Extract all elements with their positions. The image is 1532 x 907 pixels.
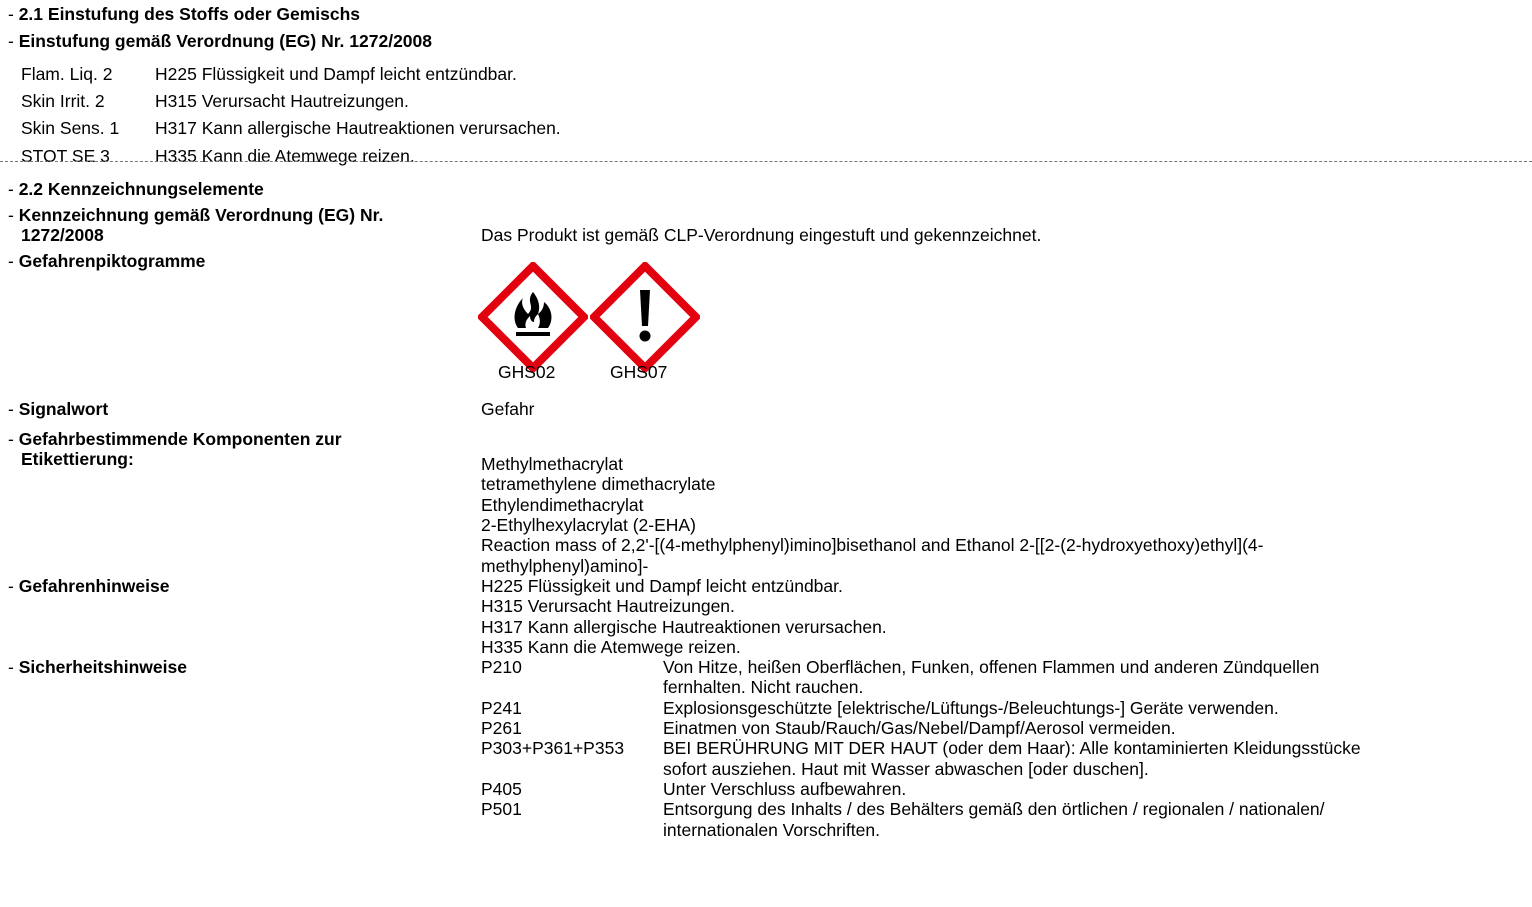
hazard-label: Gefahrenhinweise [18,576,170,596]
precaution-code: P241 [481,698,522,718]
signal-value: Gefahr [481,399,535,419]
class-code: Skin Irrit. 2 [21,91,105,111]
hazard-label-row: - Gefahrenhinweise [8,576,170,596]
class-statement: H317 Kann allergische Hautreaktionen verursachen. [155,118,561,138]
signal-label: Signalwort [18,399,109,419]
pictogram-code: GHS07 [610,362,668,382]
component-item: Reaction mass of 2,2'-[(4-methylphenyl)imino]bisethanol and Ethanol 2-[[2-(2-hydroxyethoxy)ethyl](4- [481,535,1264,555]
labeling-label-line1: Kennzeichnung gemäß Verordnung (EG) Nr. [18,205,384,225]
class-statement: H225 Flüssigkeit und Dampf leicht entzündbar. [155,64,517,84]
labeling-label-line2: 1272/2008 [21,225,104,245]
flame-icon [478,262,588,372]
hazard-statement: H317 Kann allergische Hautreaktionen verursachen. [481,617,887,637]
section-21-subheading-row: - Einstufung gemäß Verordnung (EG) Nr. 1272/2008 [8,31,432,51]
section-21-heading: 2.1 Einstufung des Stoffs oder Gemischs [18,4,361,24]
precaution-text: Einatmen von Staub/Rauch/Gas/Nebel/Dampf/Aerosol vermeiden. [663,718,1176,738]
section-22-heading: 2.2 Kennzeichnungselemente [18,179,264,199]
labeling-label-row: - Kennzeichnung gemäß Verordnung (EG) Nr. [8,205,384,225]
precaution-text: Entsorgung des Inhalts / des Behälters gemäß den örtlichen / regionalen / nationalen/ [663,799,1325,819]
ghs02-pictogram [478,262,588,372]
component-item: Ethylendimethacrylat [481,495,644,515]
precaution-text: BEI BERÜHRUNG MIT DER HAUT (oder dem Haar): Alle kontaminierten Kleidungsstücke [663,738,1361,758]
component-item: tetramethylene dimethacrylate [481,474,716,494]
section-21-heading-row: - 2.1 Einstufung des Stoffs oder Gemischs [8,4,361,24]
exclamation-icon [590,262,700,372]
class-code: Skin Sens. 1 [21,118,120,138]
section-22-heading-row: - 2.2 Kennzeichnungselemente [8,179,264,199]
component-item: 2-Ethylhexylacrylat (2-EHA) [481,515,696,535]
precaution-text: Explosionsgeschützte [elektrische/Lüftungs-/Beleuchtungs-] Geräte verwenden. [663,698,1279,718]
precaution-label: Sicherheitshinweise [18,657,187,677]
labeling-value: Das Produkt ist gemäß CLP-Verordnung eingestuft und gekennzeichnet. [481,225,1042,245]
class-code: Flam. Liq. 2 [21,64,113,84]
class-statement: H315 Verursacht Hautreizungen. [155,91,409,111]
precaution-code: P261 [481,718,522,738]
section-divider [0,161,1532,162]
class-code: STOT SE 3 [21,146,110,166]
component-item: Methylmethacrylat [481,454,623,474]
precaution-text: Von Hitze, heißen Oberflächen, Funken, offenen Flammen und anderen Zündquellen [663,657,1320,677]
pictogram-code: GHS02 [498,362,556,382]
components-label-line1: Gefahrbestimmende Komponenten zur [18,429,342,449]
precaution-code: P210 [481,657,522,677]
precaution-text: internationalen Vorschriften. [663,820,880,840]
precaution-code: P501 [481,799,522,819]
precaution-label-row: - Sicherheitshinweise [8,657,187,677]
precaution-text: Unter Verschluss aufbewahren. [663,779,907,799]
class-statement: H335 Kann die Atemwege reizen. [155,146,415,166]
precaution-text: fernhalten. Nicht rauchen. [663,677,864,697]
hazard-statement: H315 Verursacht Hautreizungen. [481,596,735,616]
component-item: methylphenyl)amino]- [481,556,649,576]
pictograms-label-row: - Gefahrenpiktogramme [8,251,206,271]
ghs07-pictogram [590,262,700,372]
hazard-statement: H225 Flüssigkeit und Dampf leicht entzündbar. [481,576,843,596]
precaution-code: P303+P361+P353 [481,738,625,758]
components-label-row: - Gefahrbestimmende Komponenten zur [8,429,342,449]
components-label-line2: Etikettierung: [21,449,134,469]
precaution-text: sofort ausziehen. Haut mit Wasser abwaschen [oder duschen]. [663,759,1149,779]
section-21-subheading: Einstufung gemäß Verordnung (EG) Nr. 1272/2008 [18,31,432,51]
signal-label-row: - Signalwort [8,399,109,419]
precaution-code: P405 [481,779,522,799]
pictograms-label: Gefahrenpiktogramme [18,251,206,271]
hazard-statement: H335 Kann die Atemwege reizen. [481,637,741,657]
